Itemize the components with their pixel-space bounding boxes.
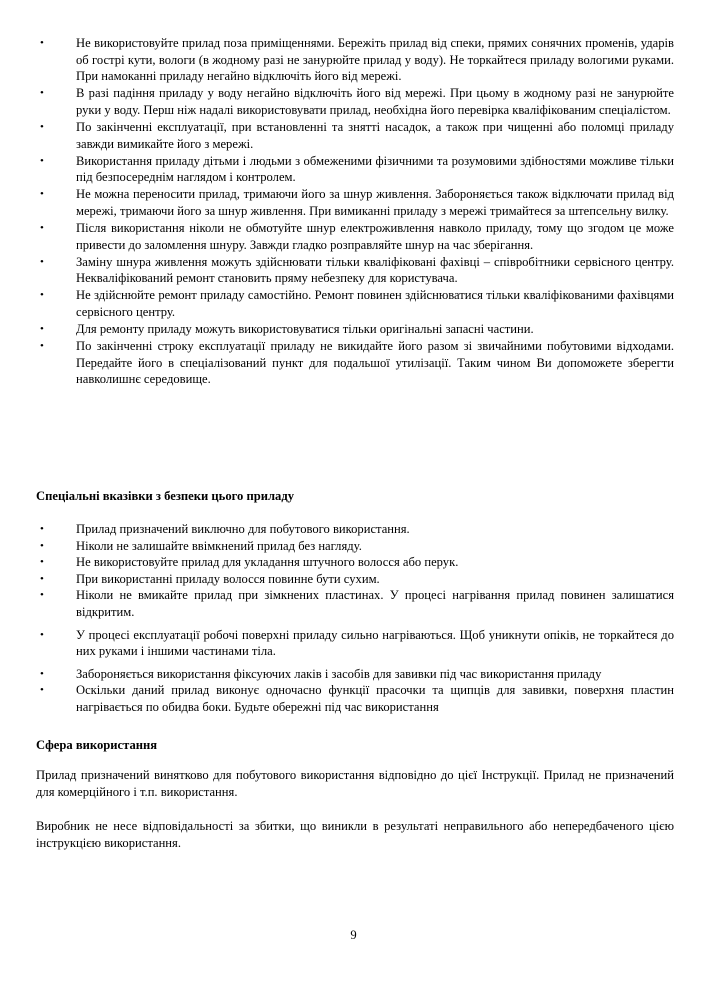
list-item — [36, 220, 674, 253]
list-item — [36, 587, 674, 620]
list-item — [36, 571, 674, 588]
list-item-text: Заміну шнура живлення можуть здійснювати тільки кваліфіковані фахівці – співробітники сервісного центру. Некваліфікований ремонт становить пряму небезпеку для користувача. — [76, 254, 674, 286]
bullet-icon: • — [40, 87, 44, 100]
bullet-icon: • — [40, 323, 44, 336]
bullet-icon: • — [40, 667, 44, 680]
list-item-text: При використанні приладу волосся повинне бути сухим. — [76, 571, 380, 586]
list-item — [36, 153, 674, 186]
special-safety-list — [36, 521, 674, 716]
list-item-text: По закінченні експлуатації, при встановленні та знятті насадок, а також при чищенні або поломці приладу завжди вимикайте його з мережі. — [76, 119, 674, 151]
list-item — [36, 521, 674, 538]
list-item-text: Прилад призначений виключно для побутового використання. — [76, 522, 410, 536]
bullet-icon: • — [40, 572, 44, 585]
list-item-text: По закінченні строку експлуатації приладу не викидайте його разом зі звичайними побутовими відходами. Передайте його в спеціалізований пункт для подальшої утилізації. Таким чином Ви допоможете зберегти навколишнє середовище. — [76, 339, 674, 387]
scope-paragraph: Прилад призначений винятково для побутового використання відповідно до цієї Інструкції. Прилад не призначений для комерційного і т.п. використання. — [36, 768, 674, 799]
list-item — [36, 554, 674, 571]
list-item-text: Забороняється використання фіксуючих лаків і засобів для завивки під час використання приладу — [76, 666, 602, 681]
page-number: 9 — [350, 928, 357, 942]
list-item — [36, 627, 674, 660]
bullet-icon: • — [40, 589, 44, 602]
list-item-text: Не можна переносити прилад, тримаючи його за шнур живлення. Забороняється також відключати прилад від мережі, тримаючи його за шнур живлення. При вимиканні приладу з мережі тримайтеся за штепсельну вилку. — [76, 187, 674, 218]
list-item-text: Після використання ніколи не обмотуйте шнур електроживлення навколо приладу, тому що згодом це може привести до заломлення шнуру. Завжди гладко розправляйте шнур на час зберігання. — [76, 221, 674, 252]
list-item — [36, 254, 674, 287]
liability-paragraph: Виробник не несе відповідальності за збитки, що виникли в результаті неправильного або непередбаченого цією інструкцією використання. — [36, 819, 674, 850]
bullet-icon: • — [40, 556, 44, 569]
list-item-text: Для ремонту приладу можуть використовуватися тільки оригінальні запасні частини. — [76, 322, 534, 337]
list-item-text: Не використовуйте прилад для укладання штучного волосся або перук. — [76, 555, 459, 570]
bullet-icon: • — [40, 539, 44, 552]
list-item — [36, 85, 674, 118]
bullet-icon: • — [40, 255, 44, 268]
list-item — [36, 35, 674, 85]
bullet-icon: • — [40, 154, 44, 167]
list-item — [36, 682, 674, 715]
bullet-icon: • — [40, 684, 44, 697]
list-item-text: В разі падіння приладу у воду негайно відключіть його від мережі. При цьому в жодному разі не занурюйте руки у воду. Перш ніж надалі використовувати прилад, необхідна його перевірка кваліфікованим спеціалістом. — [76, 86, 674, 117]
bullet-icon: • — [40, 120, 44, 133]
section-heading-scope: Сфера використання — [36, 738, 158, 752]
bullet-icon: • — [40, 340, 44, 353]
section-heading-special-safety: Спеціальні вказівки з безпеки цього приладу — [36, 489, 295, 503]
list-item — [36, 666, 674, 683]
list-item — [36, 538, 674, 555]
bullet-icon: • — [40, 188, 44, 201]
bullet-icon: • — [40, 628, 44, 641]
bullet-icon: • — [40, 222, 44, 235]
list-item-text: Використання приладу дітьми і людьми з обмеженими фізичними та розумовими здібностями можливе тільки під безпосереднім наглядом і контролем. — [76, 153, 674, 185]
safety-list — [36, 35, 674, 388]
list-item — [36, 338, 674, 388]
list-item — [36, 186, 674, 219]
list-item-text: Оскільки даний прилад виконує одночасно функції прасочки та щипців для завивки, поверхня пластин нагрівається по обидва боки. Будьте обережні під час використання — [76, 683, 674, 714]
list-item-text: У процесі експлуатації робочі поверхні приладу сильно нагріваються. Щоб уникнути опіків, не торкайтеся до них руками і іншими частинами тіла. — [76, 627, 674, 659]
bullet-icon: • — [40, 289, 44, 302]
list-item-text: Не використовуйте прилад поза приміщеннями. Бережіть прилад від спеки, прямих сонячних променів, ударів об гострі кути, вологи (в жодному разі не занурюйте прилад у воду). Не торкайтеся приладу вологими руками. При намоканні приладу негайно відключіть його від мережі. — [76, 36, 674, 84]
bullet-icon: • — [40, 37, 44, 49]
list-item — [36, 287, 674, 320]
list-item-text: Ніколи не залишайте ввімкнений прилад без нагляду. — [76, 538, 362, 553]
bullet-icon: • — [40, 523, 44, 535]
list-item — [36, 119, 674, 152]
list-item-text: Ніколи не вмикайте прилад при зімкнених пластинах. У процесі нагрівання прилад повинен залишатися відкритим. — [76, 588, 674, 619]
list-item-text: Не здійснюйте ремонт приладу самостійно. Ремонт повинен здійснюватися тільки кваліфікованими фахівцями сервісного центру. — [76, 288, 674, 319]
list-item — [36, 321, 674, 338]
